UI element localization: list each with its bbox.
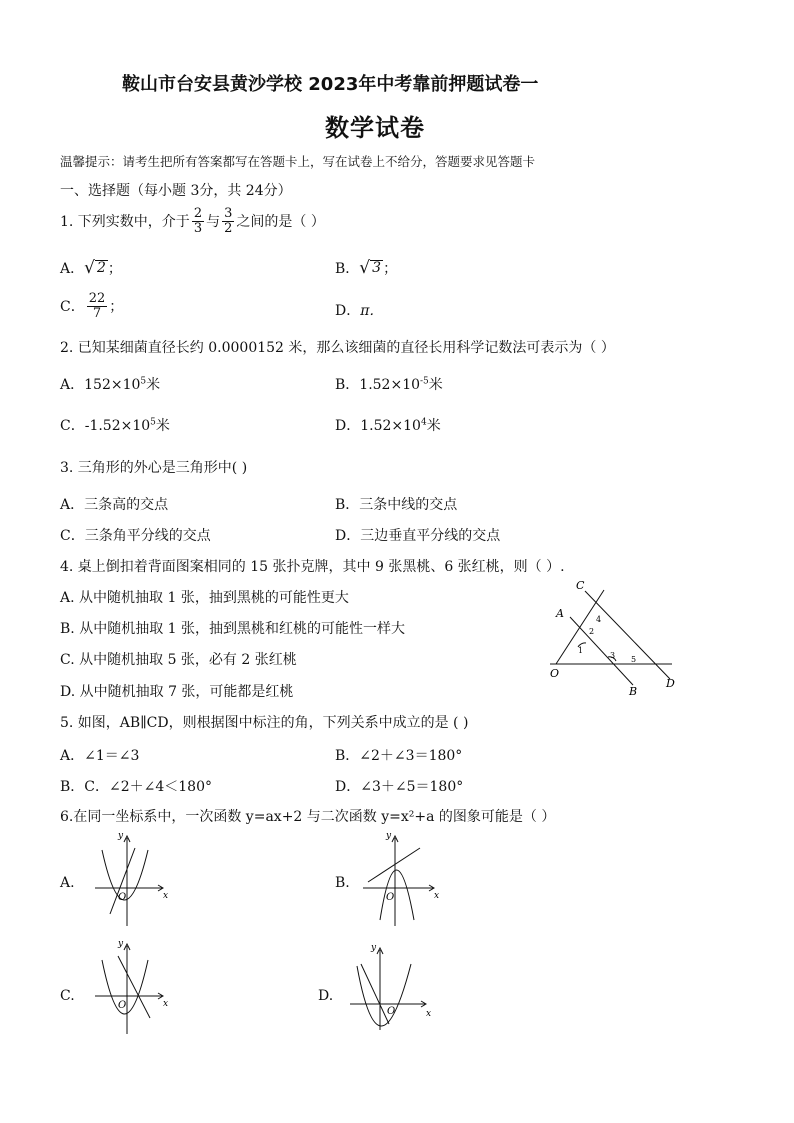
q2-c-unit: 米 [155,418,170,434]
q1-c-label: C． [60,299,85,316]
parallel-lines-figure [540,575,685,700]
angle-1-label: 1 [578,646,584,655]
q1-f2-num: 3 [224,206,233,221]
q1-c-den: 7 [92,305,102,321]
section-heading: 一、选择题（每小题 3分，共 24分） [60,183,292,199]
q2-d-base: 1.52×10 [360,418,421,434]
q6-option-d-label: D. [318,988,334,1004]
q3-stem: 3. 三角形的外心是三角形中( ) [60,460,248,476]
q3-option-c: C．三条角平分线的交点 [60,528,211,544]
q6-option-a-label: A. [60,875,75,891]
q1-f1-den: 3 [193,220,203,236]
q1-a-label: A． [60,261,85,277]
q2-a-unit: 米 [146,377,161,393]
q6-option-b-label: B. [335,875,350,891]
sqrt-symbol: √ 2 [84,257,106,278]
q1-a-arg: 2 [96,260,106,277]
q6-graph-a [90,830,175,930]
q2-b-unit: 米 [428,377,443,393]
y-axis-label: y [118,939,124,949]
point-d-label: D [666,677,675,690]
q4-option-d: D. 从中随机抽取 7 张，可能都是红桃 [60,684,294,700]
q2-a-base: 152×10 [84,377,141,393]
q3-option-a: A．三条高的交点 [60,497,169,513]
q5-option-d: D．∠3＋∠5＝180° [335,779,464,795]
notice-text: 温馨提示：请考生把所有答案都写在答题卡上，写在试卷上不给分，答题要求见答题卡 [60,154,536,169]
q6-option-c-label: C. [60,988,75,1004]
q2-d-exp: 4 [420,417,427,428]
q1-a-tail: ； [107,261,122,277]
q1-mid: 与 [206,214,221,231]
q2-option-c [60,415,170,435]
q1-b-tail: ； [383,261,398,277]
q2-stem: 2. 已知某细菌直径长约 0.0000152 米，那么该细菌的直径长用科学记数法可表示为（ ） [60,340,615,356]
point-o-label: O [550,667,560,680]
q1-suffix: 之间的是（ ） [236,214,325,231]
q2-d-unit: 米 [426,418,441,434]
q5-option-c: B．C．∠2＋∠4＜180° [60,779,212,795]
q1-c-fraction [87,292,108,320]
q3-option-d: D．三边垂直平分线的交点 [335,528,501,544]
angle-4-label: 4 [596,615,602,624]
q2-b-exp: -5 [420,376,429,387]
q1-fraction-2 [222,207,234,235]
origin-label: O [386,892,395,903]
q1-fraction-1 [192,207,204,235]
q6-graph-b [358,830,443,930]
q1-option-c [60,292,123,320]
q5-option-a: A．∠1＝∠3 [60,748,140,764]
q1-option-b [335,258,397,278]
q2-c-exp: 5 [150,417,156,428]
q5-option-b: B．∠2＋∠3＝180° [335,748,463,764]
q4-stem: 4. 桌上倒扣着背面图案相同的 15 张扑克牌，其中 9 张黑桃、6 张红桃，则（ ）. [60,559,565,575]
angle-2-label: 2 [589,627,595,636]
y-axis-label: y [371,943,377,953]
q1-d-label: D． [335,303,361,319]
school-title: 鞍山市台安县黄沙学校 2023年中考靠前押题试卷一 [122,74,539,95]
q6-graph-d [345,942,440,1032]
q2-option-a [60,374,160,394]
q2-a-exp: 5 [140,376,147,387]
q5-stem: 5. 如图，AB∥CD，则根据图中标注的角，下列关系中成立的是 ( ) [60,715,469,731]
q1-f1-num: 2 [193,206,203,221]
q2-option-d [335,415,441,435]
q1-b-label: B． [335,261,360,277]
exam-title: 数学试卷 [325,114,425,142]
q2-c-label: C． [60,418,85,434]
q3-option-b: B．三条中线的交点 [335,497,458,513]
q1-stem [60,207,325,235]
q2-d-label: D． [335,418,361,434]
q4-option-c: C. 从中随机抽取 5 张，必有 2 张红桃 [60,652,297,668]
origin-label: O [118,892,127,903]
q1-option-d [335,300,383,320]
q1-b-arg: 3 [372,260,382,277]
point-b-label: B [629,685,638,698]
q1-option-a [60,258,122,278]
q2-b-base: 1.52×10 [359,377,421,393]
q2-a-label: A． [60,377,85,393]
angle-3-label: 3 [610,651,616,660]
q1-prefix: 1. 下列实数中，介于 [60,214,190,231]
x-axis-label: x [426,1009,432,1019]
origin-label: O [387,1006,396,1017]
x-axis-label: x [434,891,440,901]
q2-b-label: B． [335,377,360,393]
q1-f2-den: 2 [224,220,233,236]
y-axis-label: y [386,831,392,841]
y-axis-label: y [118,831,124,841]
q2-option-b [335,374,443,394]
sqrt-symbol: √ 3 [359,257,382,278]
angle-5-label: 5 [631,655,637,664]
point-a-label: A [556,607,564,620]
q6-stem: 6.在同一坐标系中，一次函数 y=ax+2 与二次函数 y=x²+a 的图象可能是（ ） [60,809,556,825]
q4-option-a: A. 从中随机抽取 1 张，抽到黑桃的可能性更大 [60,590,349,606]
x-axis-label: x [163,999,169,1009]
x-axis-label: x [163,891,169,901]
q2-c-base: -1.52×10 [84,418,151,434]
q1-d-text: π． [360,303,384,319]
q6-graph-c [90,938,175,1038]
q4-option-b: B. 从中随机抽取 1 张，抽到黑桃和红桃的可能性一样大 [60,621,405,637]
q1-c-tail: ； [109,299,124,316]
origin-label: O [118,1000,127,1011]
point-c-label: C [576,579,585,592]
q1-c-num: 22 [88,291,106,306]
